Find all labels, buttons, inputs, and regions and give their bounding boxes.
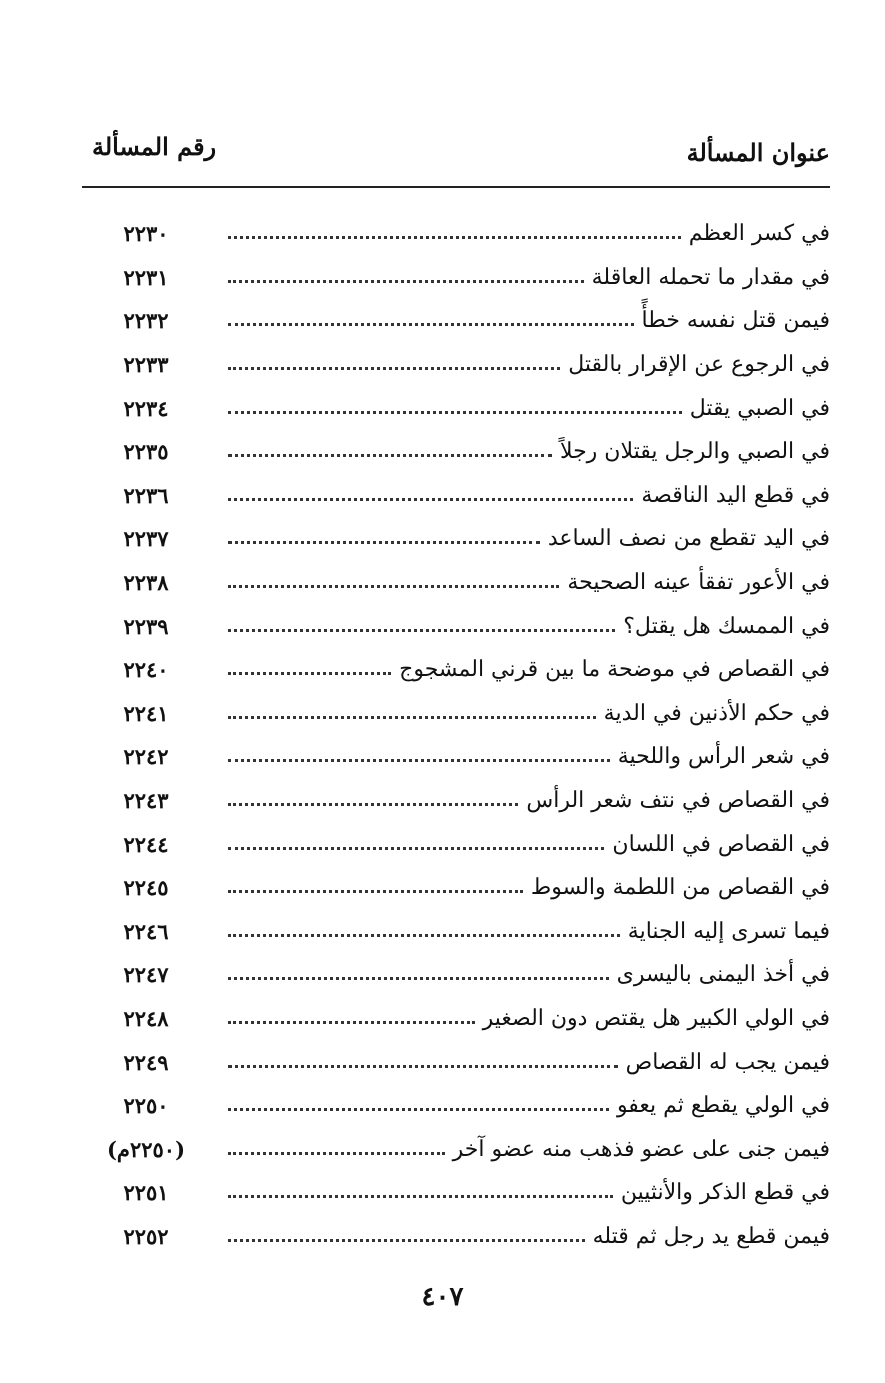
- entry-number: ٢٢٤٧: [123, 962, 169, 988]
- entry-number: ٢٢٤٠: [123, 657, 169, 683]
- entry-number: (٢٢٥٠م): [106, 1136, 185, 1162]
- dot-leader: [228, 367, 560, 370]
- entry-title: في الأعور تفقأ عينه الصحيحة: [567, 570, 830, 596]
- entry-title: في الممسك هل يقتل؟: [623, 613, 830, 639]
- dot-leader: [228, 1152, 445, 1155]
- page-number: ٤٠٧: [421, 1282, 464, 1312]
- entries-list: [82, 212, 830, 1258]
- dot-leader: [228, 803, 518, 806]
- dot-leader: [228, 1239, 585, 1242]
- entry-title: في الصبي يقتل: [689, 395, 830, 421]
- entry-number: ٢٢٤٢: [123, 744, 169, 770]
- entry-number: ٢٢٣٨: [123, 570, 169, 596]
- header-divider: [82, 186, 830, 188]
- list-item: [82, 212, 830, 256]
- dot-leader: [228, 585, 559, 588]
- entry-title: في اليد تقطع من نصف الساعد: [547, 526, 830, 552]
- entry-title: في الرجوع عن الإقرار بالقتل: [568, 352, 830, 378]
- list-item: [82, 1127, 830, 1171]
- dot-leader: [228, 411, 682, 414]
- entry-title: في الولي الكبير هل يقتص دون الصغير: [482, 1005, 830, 1031]
- entry-title: في القصاص في نتف شعر الرأس: [526, 788, 830, 814]
- entry-number: ٢٢٥٠: [123, 1093, 169, 1119]
- entry-title: فيمن يجب له القصاص: [625, 1049, 830, 1075]
- list-item: [82, 299, 830, 343]
- dot-leader: [228, 236, 681, 239]
- entry-title: في الصبي والرجل يقتلان رجلاً: [559, 439, 830, 465]
- list-item: [82, 1215, 830, 1259]
- entry-number: ٢٢٣٩: [123, 613, 169, 639]
- dot-leader: [228, 1195, 613, 1198]
- list-item: [82, 343, 830, 387]
- entry-title: في قطع الذكر والأنثيين: [620, 1180, 830, 1206]
- list-item: [82, 1171, 830, 1215]
- list-item: [82, 997, 830, 1041]
- list-item: [82, 256, 830, 300]
- entry-number: ٢٢٤٤: [123, 831, 169, 857]
- entry-title: فيمن قتل نفسه خطأً: [641, 308, 830, 334]
- dot-leader: [228, 890, 523, 893]
- entry-number: ٢٢٥١: [123, 1180, 169, 1206]
- entry-number: ٢٢٣٤: [123, 395, 169, 421]
- entry-number: ٢٢٤٩: [123, 1049, 169, 1075]
- entry-title: فيمن قطع يد رجل ثم قتله: [592, 1223, 830, 1249]
- dot-leader: [228, 716, 596, 719]
- entry-number: ٢٢٥٢: [123, 1223, 169, 1249]
- entry-number: ٢٢٤٣: [123, 788, 169, 814]
- dot-leader: [228, 1021, 475, 1024]
- entry-number: ٢٢٤٥: [123, 875, 169, 901]
- entry-title: فيما تسرى إليه الجناية: [627, 918, 830, 944]
- entry-number: ٢٢٣٣: [123, 352, 169, 378]
- entry-number: ٢٢٤٨: [123, 1005, 169, 1031]
- list-item: [82, 779, 830, 823]
- dot-leader: [228, 1108, 609, 1111]
- list-item: [82, 735, 830, 779]
- dot-leader: [228, 498, 633, 501]
- dot-leader: [228, 934, 620, 937]
- dot-leader: [228, 454, 552, 457]
- entry-number: ٢٢٤٦: [123, 918, 169, 944]
- entry-number: ٢٢٤١: [123, 700, 169, 726]
- entry-title: في أخذ اليمنى باليسرى: [616, 962, 830, 988]
- list-item: [82, 910, 830, 954]
- dot-leader: [228, 629, 615, 632]
- entry-title: فيمن جنى على عضو فذهب منه عضو آخر: [452, 1136, 830, 1162]
- list-item: [82, 474, 830, 518]
- entry-number: ٢٢٣٠: [123, 221, 169, 247]
- list-item: [82, 561, 830, 605]
- list-item: [82, 822, 830, 866]
- dot-leader: [228, 847, 604, 850]
- entry-title: في القصاص في موضحة ما بين قرني المشجوج: [399, 657, 830, 683]
- entry-title: في القصاص في اللسان: [612, 831, 830, 857]
- list-item: [82, 692, 830, 736]
- dot-leader: [228, 977, 609, 980]
- entry-title: في قطع اليد الناقصة: [641, 482, 830, 508]
- dot-leader: [228, 672, 391, 675]
- dot-leader: [228, 280, 584, 283]
- list-item: [82, 1040, 830, 1084]
- list-item: [82, 648, 830, 692]
- entry-number: ٢٢٣٦: [123, 482, 169, 508]
- list-item: [82, 430, 830, 474]
- entry-number: ٢٢٣٥: [123, 439, 169, 465]
- dot-leader: [228, 759, 610, 762]
- list-item: [82, 1084, 830, 1128]
- entry-title: في كسر العظم: [688, 221, 830, 247]
- entry-number: ٢٢٣٧: [123, 526, 169, 552]
- list-item: [82, 517, 830, 561]
- list-item: [82, 386, 830, 430]
- entry-number: ٢٢٣٢: [123, 308, 169, 334]
- entry-title: في القصاص من اللطمة والسوط: [530, 875, 830, 901]
- entry-number: ٢٢٣١: [123, 264, 169, 290]
- entry-title: في الولي يقطع ثم يعفو: [616, 1093, 830, 1119]
- list-item: [82, 866, 830, 910]
- dot-leader: [228, 323, 634, 326]
- entry-title: في شعر الرأس واللحية: [617, 744, 830, 770]
- list-item: [82, 604, 830, 648]
- dot-leader: [228, 1065, 618, 1068]
- entry-title: في مقدار ما تحمله العاقلة: [591, 264, 830, 290]
- table-header: [82, 128, 830, 178]
- title-column-heading: عنوان المسألة: [686, 138, 830, 167]
- entry-title: في حكم الأذنين في الدية: [603, 700, 830, 726]
- list-item: [82, 953, 830, 997]
- number-column-heading: رقم المسألة: [92, 132, 217, 161]
- dot-leader: [228, 541, 540, 544]
